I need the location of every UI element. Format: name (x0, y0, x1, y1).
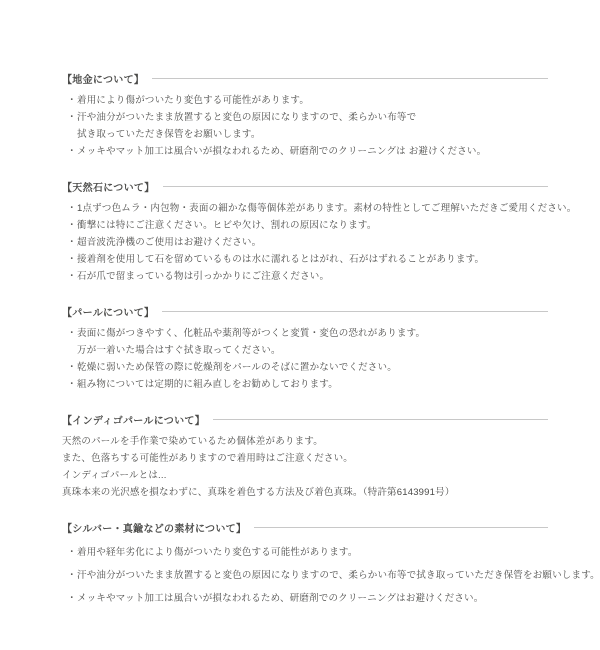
note-text: 万が一着いた場合はすぐ拭き取ってください。 (77, 345, 281, 356)
care-section (62, 71, 552, 160)
note-text: 接着剤を使用して石を留めているものは水に濡れるとはがれ、石がはずれることがあります。 (77, 254, 485, 265)
care-section (62, 179, 577, 285)
note-text: メッキやマット加工は風合いが損なわれるため、研磨剤でのクリーニングは お避けください。 (77, 146, 487, 157)
note-text: 乾燥に弱いため保管の際に乾燥剤をパールのそばに置かないでください。 (77, 362, 397, 373)
bullet-marker: ・ (67, 379, 77, 390)
care-note-bullet-line (62, 200, 577, 217)
care-note-text-line (62, 467, 552, 484)
bullet-marker: ・ (67, 112, 77, 123)
care-note-bullet-line (62, 217, 552, 234)
care-section (62, 412, 552, 501)
care-note-bullet-line (62, 234, 552, 251)
section-header-row (62, 71, 552, 85)
care-note-bullet-line (62, 376, 552, 393)
section-divider-line (213, 419, 548, 420)
section-title: 【パールについて】 (62, 307, 155, 319)
note-text: メッキやマット加工は風合いが損なわれるため、研磨剤でのクリーニングはお避けください。 (77, 593, 484, 604)
section-notes-list (62, 92, 552, 160)
note-text: 石が爪で留まっている物は引っかかりにご注意ください。 (77, 271, 330, 282)
section-notes-list (62, 541, 600, 610)
section-notes-list (62, 325, 552, 393)
note-text: 拭き取っていただき保管をお願いします。 (77, 129, 261, 140)
bullet-marker: ・ (67, 146, 77, 157)
bullet-marker: ・ (67, 570, 77, 581)
section-notes-list (62, 200, 577, 285)
section-title: 【シルバー・真鍮などの素材について】 (62, 523, 247, 535)
note-text: インディゴパールとは... (62, 470, 167, 481)
care-note-bullet-line (62, 325, 552, 342)
care-note-text-line (62, 433, 552, 450)
section-title: 【天然石について】 (62, 182, 155, 194)
section-header-row (62, 520, 552, 534)
care-note-bullet-line (62, 268, 552, 285)
section-divider-line (163, 186, 549, 187)
note-text: 着用により傷がついたり変色する可能性があります。 (77, 95, 310, 106)
section-title: 【インディゴパールについて】 (62, 415, 205, 427)
care-note-bullet-line (62, 587, 552, 610)
care-note-text-line (62, 126, 552, 143)
care-note-text-line (62, 450, 552, 467)
note-text: 真珠本来の光沢感を損なわずに、真珠を着色する方法及び着色真珠。（特許第6143991号） (62, 487, 455, 498)
bullet-marker: ・ (67, 95, 77, 106)
care-note-bullet-line (62, 541, 552, 564)
care-note-bullet-line (62, 359, 552, 376)
care-note-text-line (62, 484, 552, 501)
bullet-marker: ・ (67, 328, 77, 339)
care-note-text-line (62, 342, 552, 359)
bullet-marker: ・ (67, 220, 77, 231)
section-header-row (62, 412, 552, 426)
note-text: 組み物については定期的に組み直しをお勧めしております。 (77, 379, 338, 390)
care-note-bullet-line (62, 564, 600, 587)
note-text: 表面に傷がつきやすく、化粧品や薬剤等がつくと変質・変色の恐れがあります。 (77, 328, 426, 339)
care-note-bullet-line (62, 92, 552, 109)
bullet-marker: ・ (67, 362, 77, 373)
care-note-bullet-line (62, 109, 552, 126)
section-notes-list (62, 433, 552, 501)
section-divider-line (254, 527, 548, 528)
bullet-marker: ・ (67, 237, 77, 248)
bullet-marker: ・ (67, 593, 77, 604)
note-text: 汗や油分がついたまま放置すると変色の原因になりますので、柔らかい布等で拭き取っていただき保管をお願いします。 (77, 570, 600, 581)
section-header-row (62, 179, 552, 193)
note-text: 1点ずつ色ムラ・内包物・表面の細かな傷等個体差があります。素材の特性としてご理解いただきご愛用ください。 (77, 203, 577, 214)
note-text: 超音波洗浄機のご使用はお避けください。 (77, 237, 262, 248)
bullet-marker: ・ (67, 254, 77, 265)
section-title: 【地金について】 (62, 74, 145, 86)
bullet-marker: ・ (67, 271, 77, 282)
bullet-marker: ・ (67, 203, 77, 214)
care-section (62, 304, 552, 393)
section-divider-line (152, 78, 548, 79)
section-divider-line (162, 311, 548, 312)
note-text: 天然のパールを手作業で染めているため個体差があります。 (62, 436, 323, 447)
bullet-marker: ・ (67, 547, 77, 558)
care-section (62, 520, 600, 610)
note-text: 汗や油分がついたまま放置すると変色の原因になりますので、柔らかい布等で (77, 112, 417, 123)
section-header-row (62, 304, 552, 318)
care-note-bullet-line (62, 143, 552, 160)
care-instructions-sections (62, 71, 600, 610)
care-note-bullet-line (62, 251, 552, 268)
note-text: また、色落ちする可能性がありますので着用時はご注意ください。 (62, 453, 354, 464)
note-text: 衝撃には特にご注意ください。ヒビや欠け、割れの原因になります。 (77, 220, 377, 231)
note-text: 着用や経年劣化により傷がついたり変色する可能性があります。 (77, 547, 358, 558)
